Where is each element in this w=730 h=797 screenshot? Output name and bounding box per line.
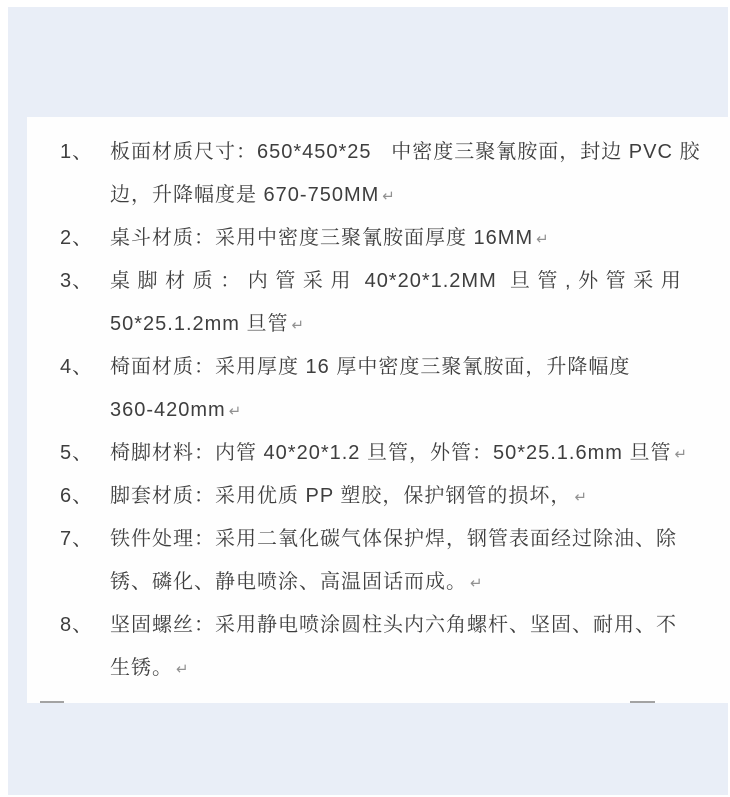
spec-text: 桌斗材质：采用中密度三聚氰胺面厚度 16MM — [110, 227, 534, 249]
spec-line — [110, 260, 730, 303]
item-text-block — [110, 346, 730, 432]
line-break-mark-icon: ↵ — [536, 231, 549, 248]
spec-item-3 — [27, 260, 730, 346]
page-corner-mark-right — [630, 701, 655, 703]
line-break-mark-icon: ↵ — [382, 188, 395, 205]
spec-text: 板面材质尺寸：650*450*25 中密度三聚氰胺面，封边 PVC 胶 — [110, 141, 701, 163]
spec-text: 铁件处理：采用二氧化碳气体保护焊，钢管表面经过除油、除 — [110, 528, 677, 550]
line-break-mark-icon: ↵ — [176, 661, 189, 678]
spec-line — [110, 647, 730, 690]
line-break-mark-icon: ↵ — [291, 317, 305, 334]
spec-line — [110, 303, 730, 346]
item-number: 4、 — [60, 356, 94, 378]
spec-line — [110, 217, 730, 260]
spec-line — [110, 174, 730, 217]
spec-list — [27, 117, 730, 690]
spec-text: 坚固螺丝：采用静电喷涂圆柱头内六角螺杆、坚固、耐用、不 — [110, 614, 677, 636]
spec-item-6 — [27, 475, 730, 518]
item-number: 5、 — [60, 442, 94, 464]
spec-item-8 — [27, 604, 730, 690]
item-number: 1、 — [60, 141, 94, 163]
spec-text: 360-420mm — [110, 399, 226, 421]
spec-line — [110, 131, 730, 174]
spec-text: 边，升降幅度是 670-750MM — [110, 184, 380, 206]
spec-line — [110, 561, 730, 604]
spec-line — [110, 432, 730, 475]
spec-item-7 — [27, 518, 730, 604]
item-text-block — [110, 217, 730, 260]
line-break-mark-icon: ↵ — [674, 446, 688, 463]
item-number: 2、 — [60, 227, 94, 249]
spec-text: 桌 脚 材 质 ： 内 管 采 用 40*20*1.2MM 旦 管 , 外 管 采 用 — [110, 270, 682, 292]
spec-item-1 — [27, 131, 730, 217]
item-text-block — [110, 432, 730, 475]
spec-text: 椅脚材料：内管 40*20*1.2 旦管，外管：50*25.1.6mm 旦管 — [110, 442, 672, 464]
spec-text: 椅面材质：采用厚度 16 厚中密度三聚氰胺面，升降幅度 — [110, 356, 631, 378]
spec-text: 脚套材质：采用优质 PP 塑胶，保护钢管的损坏， — [110, 485, 572, 507]
spec-item-4 — [27, 346, 730, 432]
item-number: 7、 — [60, 528, 94, 550]
item-number: 6、 — [60, 485, 94, 507]
spec-text: 50*25.1.2mm 旦管 — [110, 313, 289, 335]
page-corner-mark-left — [40, 701, 64, 703]
spec-line — [110, 475, 730, 518]
item-text-block — [110, 131, 730, 217]
line-break-mark-icon: ↵ — [228, 403, 242, 420]
spec-line — [110, 389, 730, 432]
spec-line — [110, 346, 730, 389]
spec-text: 锈、磷化、静电喷涂、高温固话而成。 — [110, 571, 467, 593]
spec-item-2 — [27, 217, 730, 260]
item-text-block — [110, 475, 730, 518]
item-text-block — [110, 518, 730, 604]
spec-item-5 — [27, 432, 730, 475]
line-break-mark-icon: ↵ — [470, 575, 483, 592]
spec-text: 生锈。 — [110, 657, 173, 679]
document-page — [27, 117, 730, 703]
item-number: 8、 — [60, 614, 94, 636]
item-text-block — [110, 260, 730, 346]
spec-line — [110, 604, 730, 647]
item-text-block — [110, 604, 730, 690]
line-break-mark-icon: ↵ — [574, 489, 588, 506]
item-number: 3、 — [60, 270, 94, 292]
spec-line — [110, 518, 730, 561]
